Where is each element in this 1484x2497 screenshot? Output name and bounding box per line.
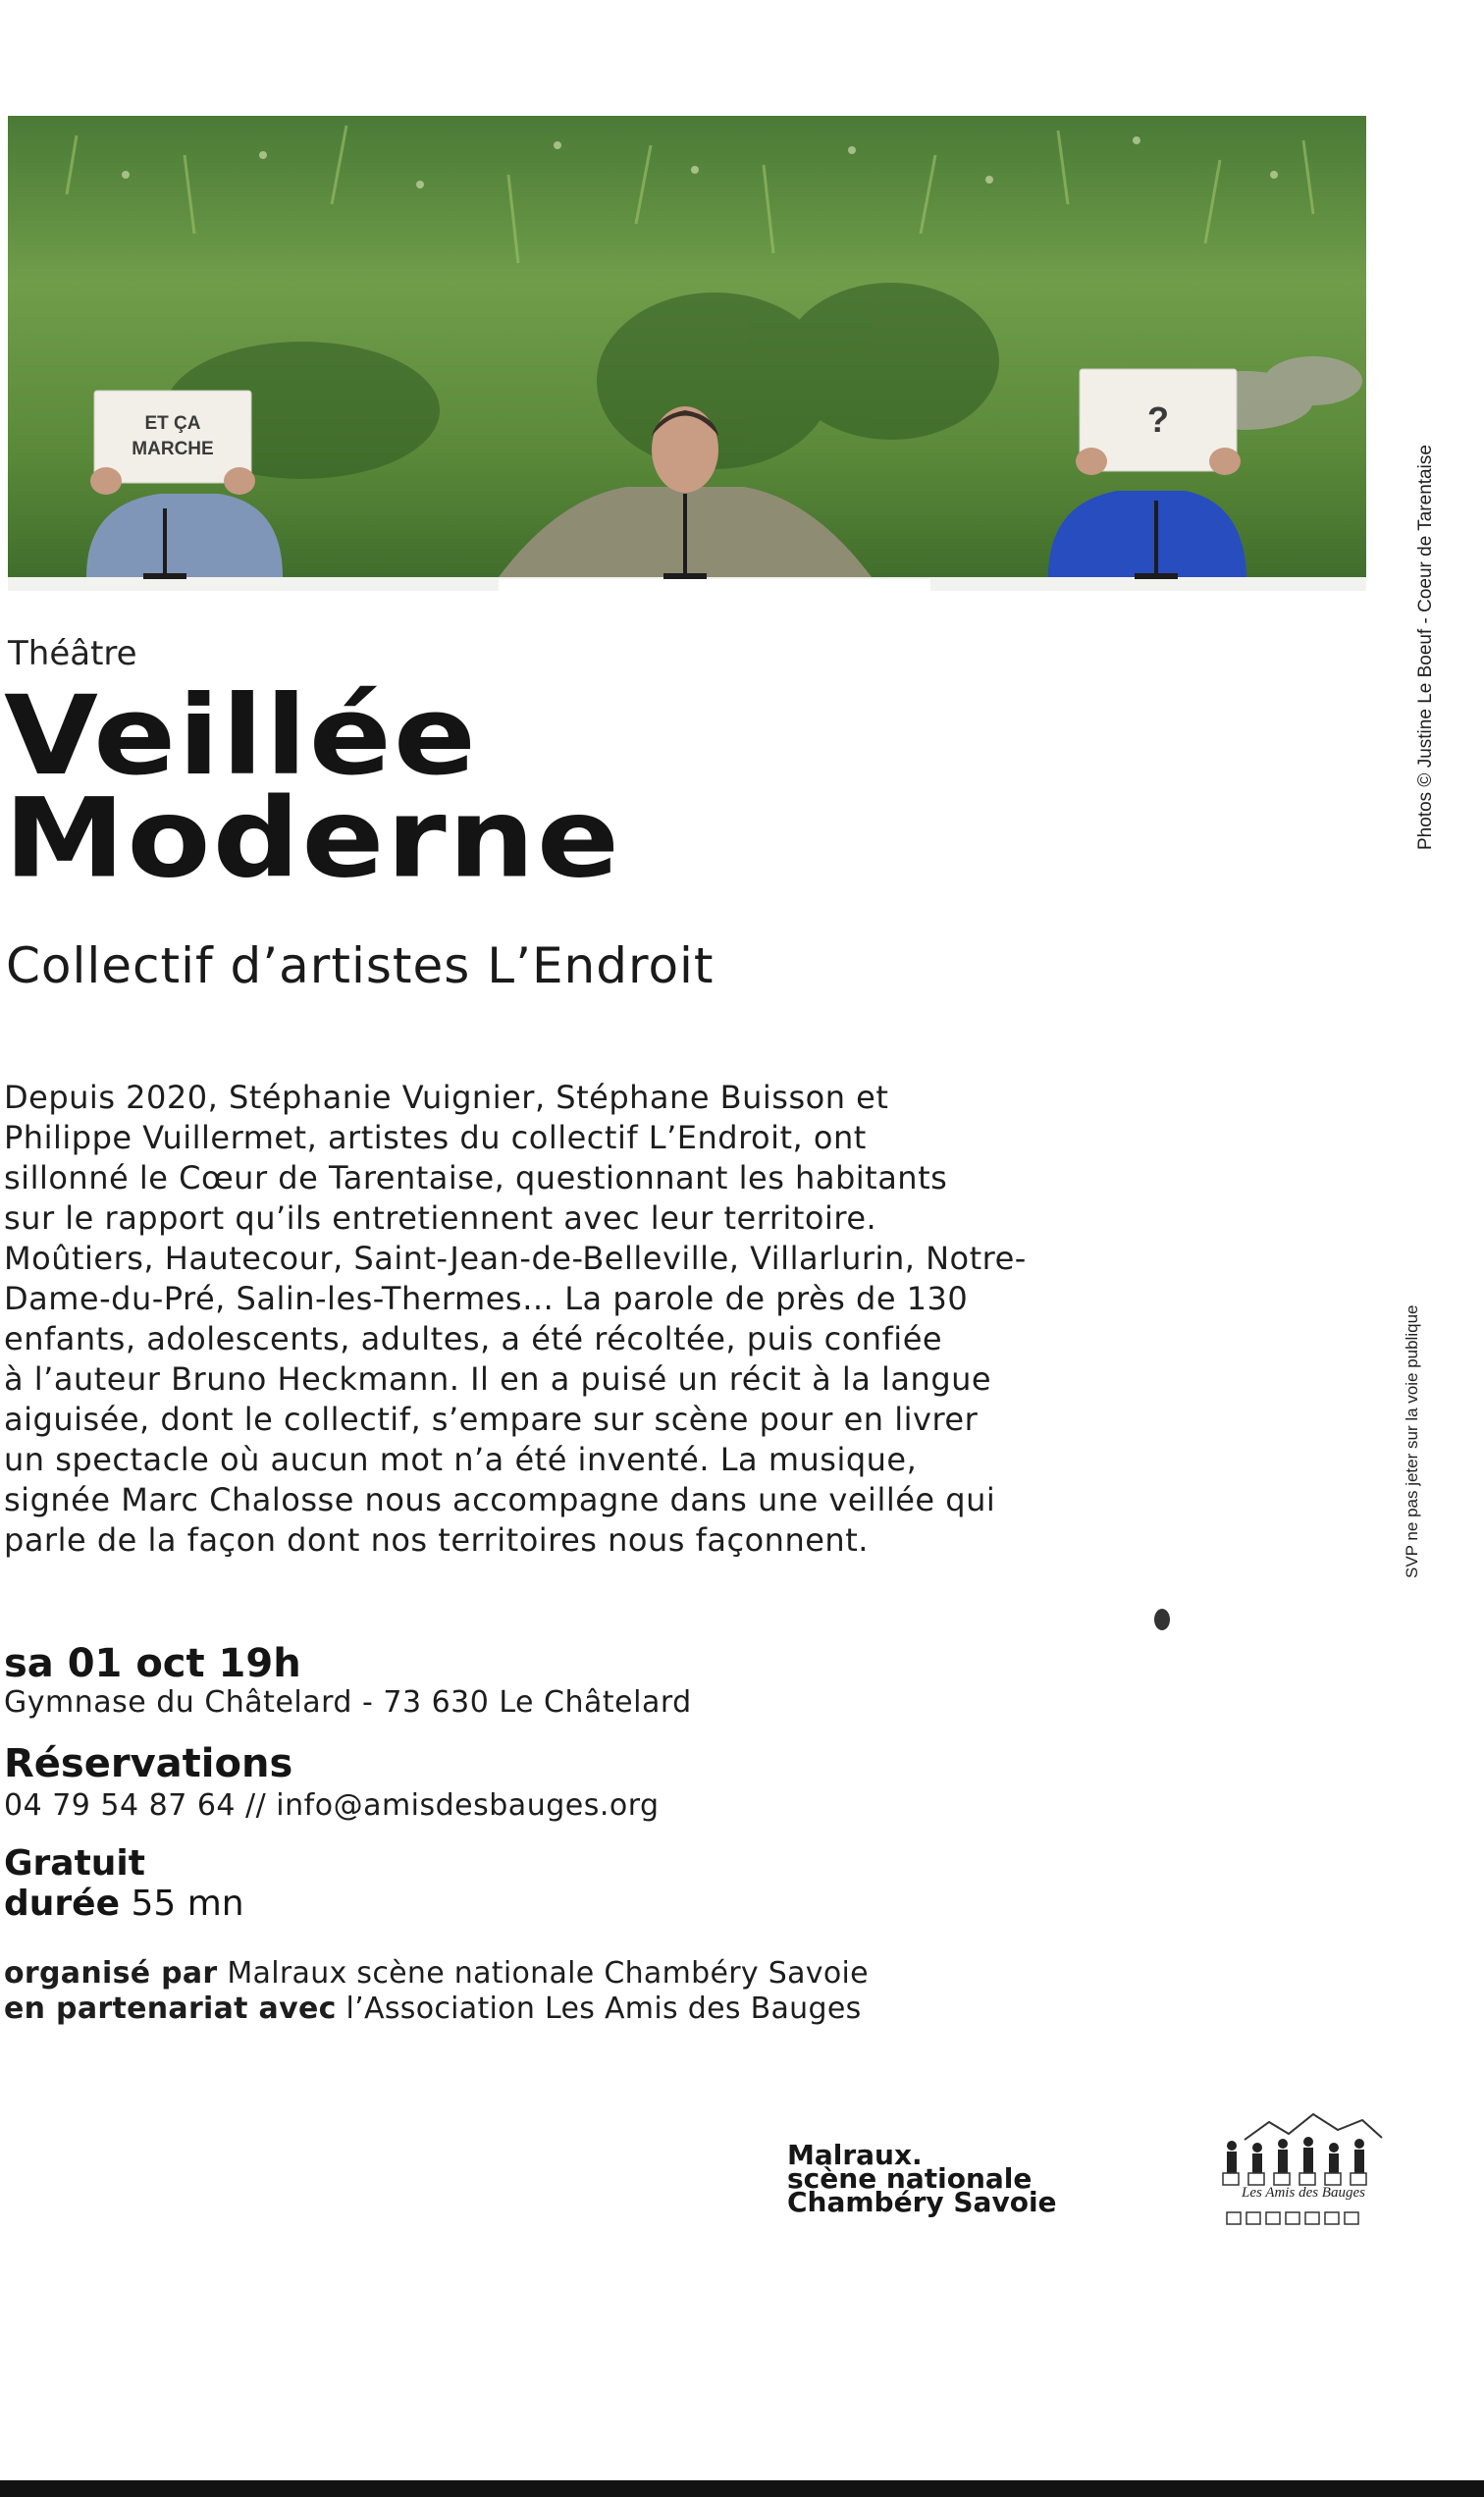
description-line: signée Marc Chalosse nous accompagne dans une veillée qui xyxy=(4,1481,996,1518)
description-line: enfants, adolescents, adultes, a été récoltée, puis confiée xyxy=(4,1320,943,1357)
litter-notice: SVP ne pas jeter sur la voie publique xyxy=(1403,1304,1421,1578)
malraux-logo xyxy=(787,2139,1057,2218)
description-line: sillonné le Cœur de Tarentaise, questionnant les habitants xyxy=(4,1159,948,1196)
organiser-label: organisé par xyxy=(4,1956,218,1991)
scan-edge xyxy=(0,2480,1484,2497)
sign-left-line2: MARCHE xyxy=(132,439,214,459)
duration-label: durée xyxy=(4,1884,120,1924)
organisers xyxy=(4,1956,869,2027)
description-line: sur le rapport qu’ils entretiennent avec leur territoire. xyxy=(4,1199,877,1237)
reservations-heading: Réservations xyxy=(4,1741,293,1786)
partner-name: l’Association Les Amis des Bauges xyxy=(345,1992,862,2026)
malraux-logo-line: Malraux. xyxy=(787,2139,923,2171)
reservations-contact: 04 79 54 87 64 // info@amisdesbauges.org xyxy=(4,1788,660,1823)
description-line: Moûtiers, Hautecour, Saint-Jean-de-Belleville, Villarlurin, Notre- xyxy=(4,1240,1027,1277)
description-line: parle de la façon dont nos territoires nous façonnent. xyxy=(4,1521,869,1559)
genre-label: Théâtre xyxy=(8,634,137,673)
description-line: Depuis 2020, Stéphanie Vuignier, Stéphane Buisson et xyxy=(4,1079,889,1116)
sign-left-line1: ET ÇA xyxy=(144,413,201,434)
title-line-2: Moderne xyxy=(4,774,621,903)
partner-label: en partenariat avec xyxy=(4,1992,337,2026)
partner-line xyxy=(4,1992,869,2027)
photo-illustration xyxy=(8,116,1366,591)
title-line-1: Veillée xyxy=(4,672,478,800)
description-line: à l’auteur Bruno Heckmann. Il en a puisé un récit à la langue xyxy=(4,1360,992,1398)
amis-logo-mark xyxy=(1205,2100,1398,2230)
event-date: sa 01 oct 19h xyxy=(4,1641,301,1686)
description-line: aiguisée, dont le collectif, s’empare sur scène pour en livrer xyxy=(4,1401,979,1438)
malraux-logo-line: scène nationale xyxy=(787,2162,1033,2195)
duration-value: 55 mn xyxy=(131,1884,244,1924)
price-label: Gratuit xyxy=(4,1843,145,1884)
sign-right xyxy=(1080,369,1237,471)
duration xyxy=(4,1884,244,1924)
company-name: Collectif d’artistes L’Endroit xyxy=(6,937,715,994)
event-photo xyxy=(8,116,1366,591)
organiser-name: Malraux scène nationale Chambéry Savoie xyxy=(227,1956,869,1991)
organiser-line xyxy=(4,1956,869,1992)
description-line: un spectacle où aucun mot n’a été inventé. La musique, xyxy=(4,1441,918,1478)
amis-des-bauges-logo xyxy=(1205,2100,1398,2230)
event-title xyxy=(4,672,621,903)
malraux-logo-line: Chambéry Savoie xyxy=(787,2186,1057,2218)
description xyxy=(4,1078,1378,1561)
description-line: Dame-du-Pré, Salin-les-Thermes… La parole de près de 130 xyxy=(4,1280,969,1317)
sign-left xyxy=(94,391,251,483)
ink-spot xyxy=(1154,1609,1170,1630)
sign-right-mark: ? xyxy=(1147,399,1169,440)
event-venue: Gymnase du Châtelard - 73 630 Le Châtelard xyxy=(4,1685,692,1720)
amis-logo-text: Les Amis des Bauges xyxy=(1242,2185,1365,2201)
photo-credit: Photos © Justine Le Boeuf - Coeur de Tarentaise xyxy=(1415,445,1436,850)
description-line: Philippe Vuillermet, artistes du collectif L’Endroit, ont xyxy=(4,1119,867,1156)
